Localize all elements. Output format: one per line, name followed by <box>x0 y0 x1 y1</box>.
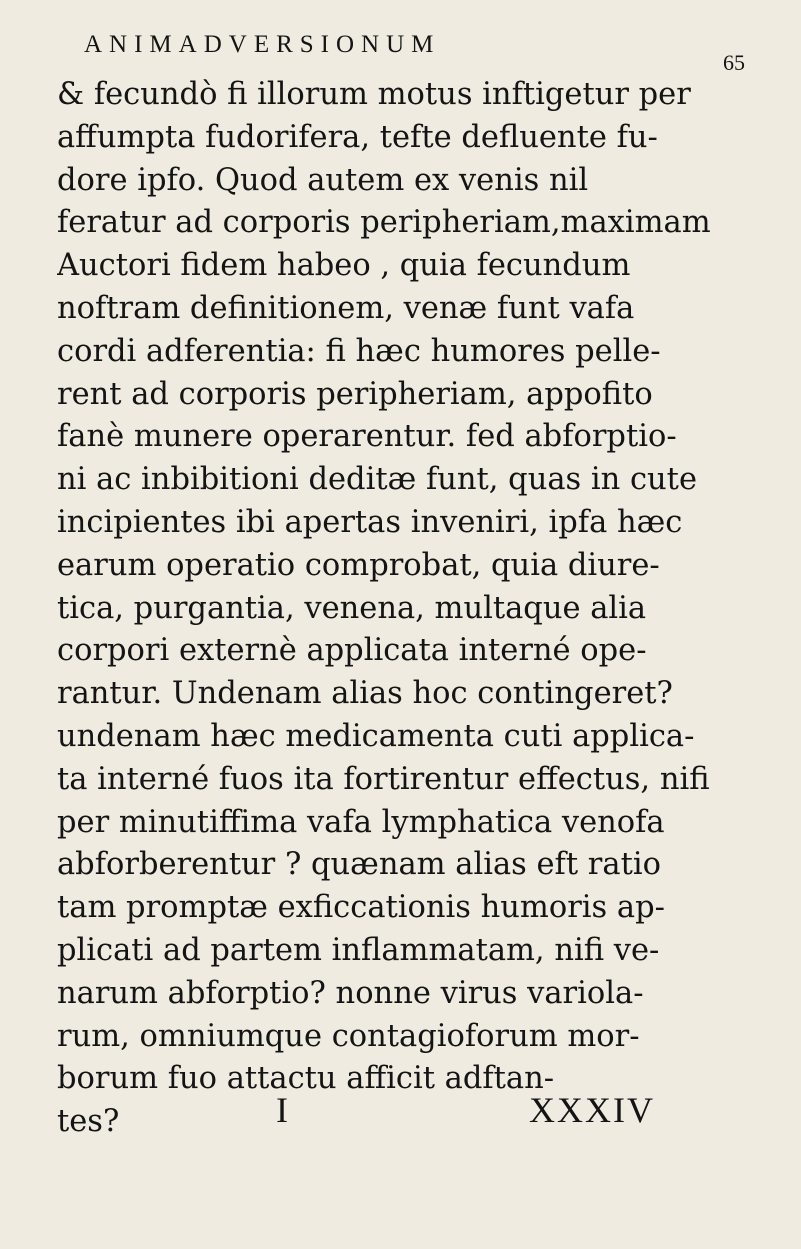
text-line: Auctori fidem habeo , quia fecundum <box>57 248 631 284</box>
text-line: ta interné fuos ita fortirentur effectus, nifi <box>57 761 710 797</box>
text-line: & fecundò fi illorum motus inftigetur per <box>57 77 691 112</box>
text-line: rent ad corporis peripheriam, appofito <box>57 376 653 412</box>
text-line: tica, purgantia, venena, multaque alia <box>57 590 647 626</box>
text-line: abforberentur ? quænam alias eft ratio <box>57 847 661 883</box>
text-line: borum fuo attactu afficit adftan- <box>57 1061 555 1097</box>
text-line: tam promptæ exficcationis humoris ap- <box>57 890 665 926</box>
text-line: ni ac inbibitioni deditæ funt, quas in cute <box>57 462 697 498</box>
text-line: fanè munere operarentur. fed abforptio- <box>57 419 677 455</box>
text-line: earum operatio comprobat, quia diure- <box>57 547 660 583</box>
text-line: per minutiffima vafa lymphatica venofa <box>57 804 665 840</box>
text-line: dore ipfo. Quod autem ex venis nil <box>57 162 589 198</box>
text-line: rum, omniumque contagioforum mor- <box>57 1018 640 1054</box>
text-line: feratur ad corporis peripheriam,maximam <box>57 205 711 241</box>
page-number: 65 <box>723 50 745 75</box>
text-line: affumpta fudorifera, tefte defluente fu- <box>57 119 658 155</box>
text-line: corpori externè applicata interné ope- <box>57 633 647 669</box>
text-line: plicati ad partem inflammatam, nifi ve- <box>57 932 660 968</box>
text-line: incipientes ibi apertas inveniri, ipfa hæc <box>57 504 683 540</box>
text-line: noftram definitionem, venæ funt vafa <box>57 290 635 326</box>
page-footer <box>57 1092 779 1142</box>
running-head: ANIMADVERSIONUM <box>84 31 441 58</box>
catchword: XXXIV <box>529 1090 655 1130</box>
text-line: tes? <box>57 1104 120 1140</box>
text-line: rantur. Undenam alias hoc contingeret? <box>57 676 673 712</box>
text-line: cordi adferentia: fi hæc humores pelle- <box>57 333 661 369</box>
text-line: undenam hæc medicamenta cuti applica- <box>57 718 695 754</box>
text-line: narum abforptio? nonne virus variola- <box>57 975 644 1011</box>
page-header <box>84 14 761 78</box>
body-text <box>57 74 779 1144</box>
signature-mark: I <box>276 1090 288 1130</box>
